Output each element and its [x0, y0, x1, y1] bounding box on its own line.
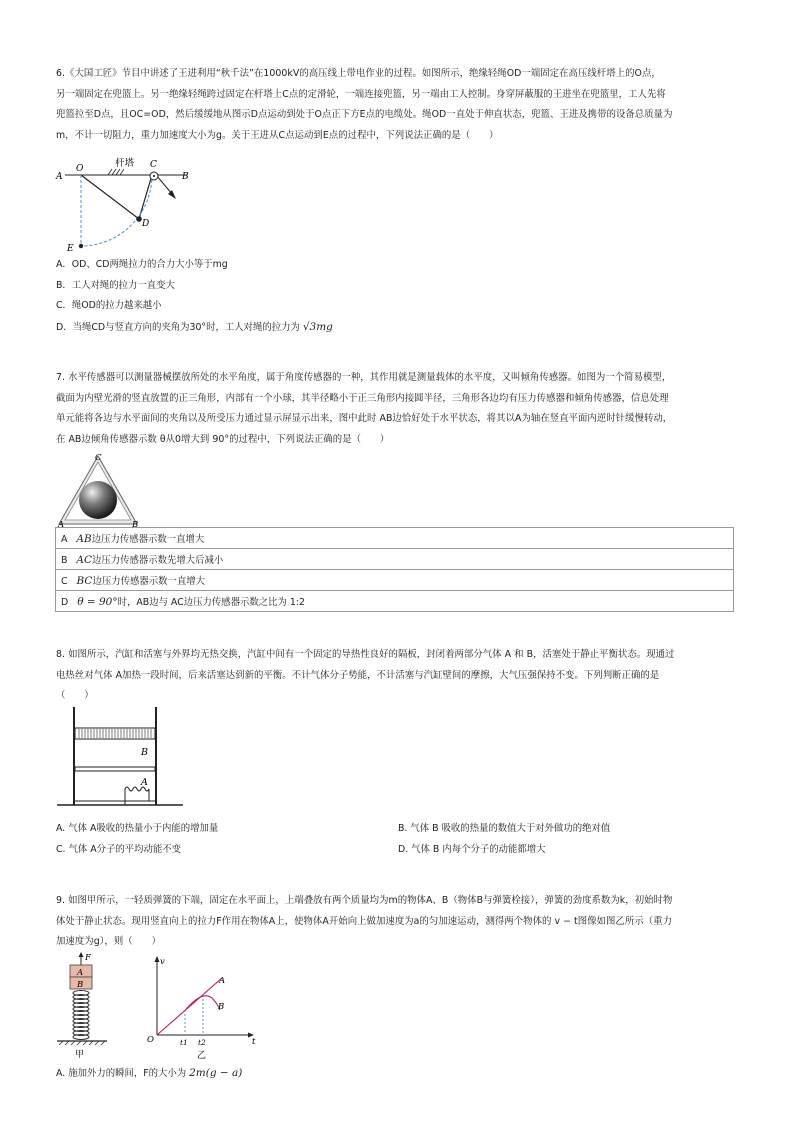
q6-label-o: O — [76, 164, 84, 174]
q7-option-math: BC — [76, 575, 93, 587]
q7-stem-line: 7. 水平传感器可以测量器械摆放所处的水平角度，属于角度传感器的一种，其作用就是测量载体的水平度，又叫倾角传感器。如图为一个简易模型， — [56, 372, 672, 383]
q8-option-b: B. 气体 B 吸收的热量的数值大于对外做功的绝对值 — [398, 823, 611, 834]
q9-curve-b-label: B — [218, 1002, 225, 1012]
q9-option-a — [56, 1066, 242, 1081]
q7-option-math: θ = 90° — [77, 596, 118, 608]
q6-label-e: E — [67, 244, 74, 254]
q7-stem-line: 截面为内壁光滑的竖直放置的正三角形，内部有一个小球，其半径略小于正三角形内接圆半径，三角形各边均有压力传感器和倾角传感器，信息处理 — [56, 392, 669, 404]
q7-option-math: AB — [76, 533, 92, 545]
q7-stem-line: 在 AB边倾角传感器示数 θ从0增大到 90°的过程中，下列说法正确的是（ ） — [56, 433, 390, 445]
q9-axis-v-label: v — [160, 957, 165, 967]
q8-stem-line: 8. 如图所示，汽缸和活塞与外界均无热交换，汽缸中间有一个固定的导热性良好的隔板，封闭着两部分气体 A 和 B，活塞处于静止平衡状态。现通过 — [56, 649, 675, 660]
q6-stem-line: 6.《大国工匠》节目中讲述了王进利用“秋千法”在1000kV的高压线上带电作业的过程。如图所示，绝缘轻绳OD一端固定在高压线杆塔上的O点， — [56, 68, 661, 79]
q6-stem — [56, 64, 738, 146]
q9-line-a — [157, 978, 225, 1035]
q6-stem-line: 兜篮拉至D点，且OC=OD，然后缓缓地从图示D点运动到处于O点正下方E点的电缆处。绳OD一直处于伸直状态，兜篮、王进及携带的设备总质量为 — [56, 109, 673, 120]
q9-option-a-math: 2m(g − a) — [189, 1067, 243, 1079]
q9-label-b: B — [77, 980, 84, 990]
q9-caption-jia: 甲 — [75, 1050, 85, 1060]
q6-point-e — [79, 244, 83, 248]
q9-stem-line: 体处于静止状态。现用竖直向上的拉力F作用在物体A上，使物体A开始向上做加速度为a的匀加速运动，测得两个物体的 v − t图像如图乙所示（重力 — [56, 915, 672, 927]
q6-pull-arrow — [168, 190, 176, 199]
q6-label-d: D — [142, 219, 150, 229]
q8-stem — [56, 645, 738, 707]
q7-ball — [79, 481, 117, 519]
q6-option-c: C．绳OD的拉力越来越小 — [56, 300, 162, 311]
q6-tower-label: 杆塔 — [115, 158, 135, 169]
q6-hatch — [108, 169, 124, 175]
q6-label-c: C — [150, 160, 157, 170]
q7-options-table — [55, 527, 734, 612]
q6-option-b: B．工人对绳的拉力一直变大 — [56, 280, 175, 291]
q6-figure — [55, 155, 205, 255]
q8-heating-wire — [125, 787, 149, 801]
q9-curve-b — [185, 996, 220, 1011]
q9-caption-yi: 乙 — [197, 1051, 207, 1061]
q7-option-letter: D — [61, 597, 69, 608]
q7-option-text: 边压力传感器示数一直增大 — [91, 534, 205, 545]
q9-stem-line: 加速度为g），则（ ） — [56, 936, 161, 947]
q9-figure-jia — [55, 952, 115, 1060]
q7-option-row — [56, 528, 734, 549]
q9-tick-t1: t1 — [180, 1038, 188, 1047]
q7-option-math: AC — [76, 554, 93, 566]
q9-label-f: F — [85, 953, 91, 963]
q8-label-b: B — [141, 747, 148, 758]
q6-rope-od — [81, 175, 139, 219]
q6-stem-line: 另一端固定在兜篮上。另一绝缘轻绳跨过固定在杆塔上C点的定滑轮，一端连接兜篮，另一端由工人控制。身穿屏蔽服的王进坐在兜篮里，工人先将 — [56, 88, 666, 100]
q7-label-b: B — [132, 520, 139, 530]
q9-origin-label: O — [147, 1035, 154, 1045]
q6-stem-line: m，不计一切阻力，重力加速度大小为g。关于王进从C点运动到E点的过程中，下列说法正确的是（ ） — [56, 129, 499, 141]
q8-option-a: A. 气体 A吸收的热量小于内能的增加量 — [56, 823, 219, 834]
q9-tick-t2: t2 — [198, 1038, 206, 1047]
q6-option-a: A．OD、CD两绳拉力的合力大小等于mg — [56, 259, 228, 270]
q6-rope-cd — [139, 175, 152, 219]
q9-stem — [56, 891, 738, 953]
q8-partition — [75, 767, 155, 771]
q7-option-row — [56, 570, 734, 591]
q8-stem-line: （ ） — [56, 690, 94, 701]
q6-option-d — [56, 320, 333, 335]
q7-option-text: 边压力传感器示数先增大后减小 — [92, 555, 224, 566]
q7-label-a: A — [58, 520, 65, 530]
q7-label-c: C — [95, 453, 102, 463]
q7-option-row — [56, 549, 734, 570]
q9-stem-line: 9. 如图甲所示，一轻质弹簧的下端，固定在水平面上，上端叠放有两个质量均为m的物体A、B（物体B与弹簧栓接），弹簧的劲度系数为k，初始时物 — [56, 895, 673, 906]
q6-option-d-text: D．当绳CD与竖直方向的夹角为30°时，工人对绳的拉力为 — [56, 322, 300, 333]
q7-option-letter: C — [61, 576, 68, 587]
q6-label-b: B — [182, 172, 189, 182]
q8-option-c: C. 气体 A分子的平均动能不变 — [56, 844, 182, 855]
q9-spring — [73, 991, 89, 1040]
q6-label-a: A — [56, 172, 63, 182]
q8-figure — [55, 705, 185, 813]
q7-option-letter: A — [61, 534, 68, 545]
q9-curve-a-label: A — [219, 976, 226, 986]
q6-option-d-math: √3mg — [302, 321, 333, 333]
q7-option-row — [56, 591, 734, 612]
q7-stem — [56, 368, 738, 450]
q7-option-letter: B — [61, 555, 68, 566]
q9-axis-t-label: t — [252, 1037, 256, 1047]
q7-figure — [56, 452, 141, 530]
q6-basket-d — [136, 216, 142, 222]
q8-stem-line: 电热丝对气体 A加热一段时间，后来活塞达到新的平衡。不计气体分子势能，不计活塞与汽缸壁间的摩擦，大气压强保持不变。下列判断正确的是 — [56, 669, 660, 681]
q9-figure-yi — [145, 955, 260, 1061]
q8-option-d: D. 气体 B 内每个分子的动能都增大 — [398, 844, 546, 855]
q9-option-a-text: A. 施加外力的瞬间，F的大小为 — [56, 1068, 187, 1079]
q7-option-text: 时，AB边与 AC边压力传感器示数之比为 1:2 — [117, 597, 305, 608]
q7-stem-line: 单元能将各边与水平面间的夹角以及所受压力通过显示屏显示出来，图中此时 AB边恰好处于水平状态，将其以A为轴在竖直平面内逆时针缓慢转动， — [56, 413, 673, 424]
q7-option-text: 边压力传感器示数一直增大 — [92, 576, 205, 587]
q8-label-a: A — [141, 777, 148, 788]
q9-label-a: A — [77, 968, 84, 978]
